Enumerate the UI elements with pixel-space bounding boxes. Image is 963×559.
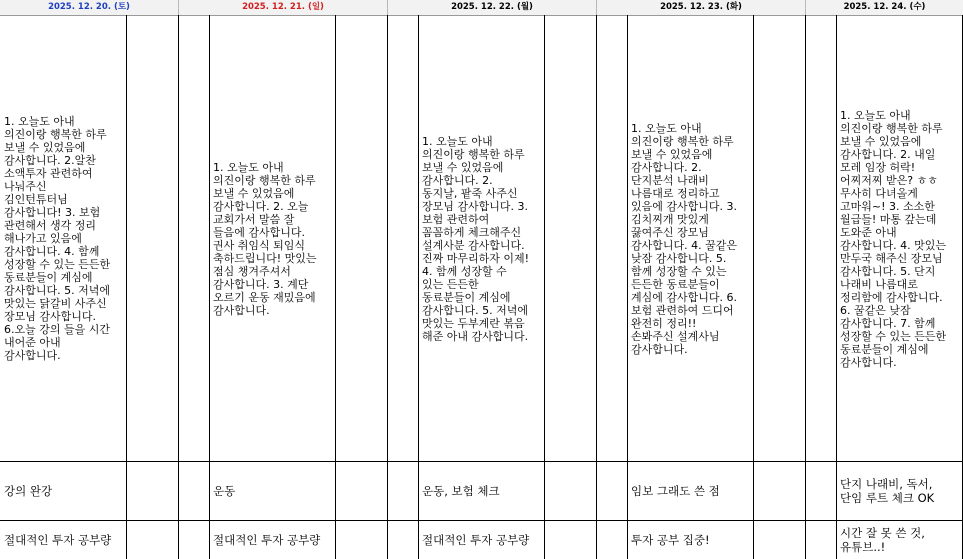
note-line: 의진이랑 행복한 하루 <box>213 173 316 187</box>
note-line: 김치찌개 맛있게 <box>631 212 709 226</box>
note-line: 보낼 수 있었음에 <box>840 134 922 148</box>
note-line: 보낼 수 있었음에 <box>213 186 295 200</box>
achievement-text: 단지 나래비, 독서, <box>840 477 933 491</box>
reflection-text: 투자 공부 집중! <box>631 533 710 547</box>
note-line: 교회가서 말씀 잘 <box>213 212 295 226</box>
achievement-cell-day-3[interactable] <box>422 462 544 520</box>
grid-line-vertical <box>544 15 545 559</box>
note-line: 어찌저찌 받은? ㅎㅎ <box>840 173 938 187</box>
date-header-2[interactable]: 2025. 12. 21. (일) <box>179 0 387 16</box>
note-line: 의진이랑 행복한 하루 <box>422 147 525 161</box>
note-line: 있는 든든한 <box>422 277 479 291</box>
note-line: 감사합니다. <box>4 349 61 362</box>
note-line: 든든한 동료분들이 <box>631 277 720 291</box>
note-line: 월급들! 마통 갚는데 <box>840 212 937 226</box>
note-line: 의진이랑 행복한 하루 <box>840 121 943 135</box>
grid-line-vertical <box>126 15 127 559</box>
note-line: 동료분들이 계심에 <box>840 342 929 356</box>
achievement-cell-day-4[interactable] <box>631 462 753 520</box>
note-line: 장모님 감사합니다. 3. <box>422 199 528 213</box>
gratitude-note-day-1[interactable] <box>4 16 126 461</box>
note-line: 만두국 해주신 장모님 <box>840 251 943 265</box>
note-line: 감사합니다. <box>213 303 270 317</box>
note-line: 김인턴튜터님 <box>4 193 68 206</box>
gratitude-note-day-3[interactable] <box>422 16 544 461</box>
grid-line-vertical <box>836 15 837 559</box>
note-line: 나눠주신 <box>4 180 47 193</box>
header-divider <box>387 0 388 15</box>
note-line: 손봐주신 설계사님 <box>631 329 720 343</box>
note-line: 감사합니다. 4. 꿀같은 <box>631 238 737 252</box>
grid-line-vertical <box>627 15 628 559</box>
achievement-cell-day-1[interactable] <box>4 462 126 520</box>
note-line: 축하드립니다! 맛있는 <box>213 251 317 265</box>
note-line: 의진이랑 행복한 하루 <box>631 134 734 148</box>
note-line: 감사합니다. <box>840 355 897 369</box>
reflection-cell-day-4[interactable] <box>631 521 753 559</box>
note-line: 오르기 운동 재밌음에 <box>213 290 316 304</box>
note-line: 관련해서 생각 정리 <box>4 219 97 232</box>
note-line: 1. 오늘도 아내 <box>213 160 284 174</box>
reflection-text: 절대적인 투자 공부량 <box>4 533 112 547</box>
note-line: 감사합니다. 2. <box>422 173 493 187</box>
gratitude-note-day-2[interactable] <box>213 16 335 461</box>
note-line: 4. 함께 성장할 수 <box>422 264 507 278</box>
note-line: 해나가고 있음에 <box>4 232 82 245</box>
note-line: 감사합니다. 7. 함께 <box>840 316 936 330</box>
note-line: 정리함에 감사합니다. <box>840 290 943 304</box>
header-divider <box>596 0 597 15</box>
note-line: 보험 관련하여 드디어 <box>631 303 734 317</box>
achievement-cell-day-5[interactable] <box>840 462 962 520</box>
note-line: 꼼꼼하게 체크해주신 <box>422 225 522 239</box>
note-line: 감사합니다. 2. <box>631 160 702 174</box>
achievement-cell-day-2[interactable] <box>213 462 335 520</box>
grid-line-vertical <box>209 15 210 559</box>
reflection-text: 유튜브..! <box>840 540 886 554</box>
note-line: 계심에 감사합니다. 6. <box>631 290 737 304</box>
note-line: 모레 임장 허락! <box>840 160 916 174</box>
note-line: 도와준 아내 <box>840 225 897 239</box>
note-line: 점심 챙겨주셔서 <box>213 264 291 278</box>
note-line: 감사합니다. 2. 오늘 <box>213 199 309 213</box>
achievement-text: 운동 <box>213 484 236 498</box>
note-line: 맛있는 닭갈비 사주신 <box>4 297 107 310</box>
note-line: 성장할 수 있는 든든한 <box>840 329 947 343</box>
note-line: 감사합니다. 4. 함께 <box>4 245 100 258</box>
gratitude-note-day-4[interactable] <box>631 16 753 461</box>
note-line: 함께 성장할 수 있는 <box>631 264 727 278</box>
reflection-cell-day-1[interactable] <box>4 521 126 559</box>
note-line: 감사합니다! 3. 보험 <box>4 206 101 219</box>
note-line: 6. 꿀같은 낮잠 <box>840 303 911 317</box>
note-line: 감사합니다. 5. 단지 <box>840 264 936 278</box>
grid-line-vertical <box>753 15 754 559</box>
note-line: 1. 오늘도 아내 <box>840 108 911 122</box>
header-divider <box>178 0 179 15</box>
note-line: 장모님 감사합니다. <box>4 310 97 323</box>
note-line: 감사합니다. 5. 저녁에 <box>422 303 528 317</box>
grid-line-vertical <box>178 15 179 559</box>
date-header-3[interactable]: 2025. 12. 22. (월) <box>388 0 596 16</box>
note-line: 성장할 수 있는 든든한 <box>4 258 111 271</box>
note-line: 설계사분 감사합니다. <box>422 238 525 252</box>
achievement-text: 단임 루트 체크 OK <box>840 491 935 505</box>
note-line: 동료분들이 계심에 <box>422 290 511 304</box>
note-line: 나래비 나름대로 <box>840 277 918 291</box>
note-line: 6.오늘 강의 들을 시간 <box>4 323 110 336</box>
date-header-1[interactable]: 2025. 12. 20. (토) <box>0 0 178 16</box>
note-line: 들음에 감사합니다. <box>213 225 306 239</box>
grid-line-vertical <box>596 15 597 559</box>
grid-line-vertical <box>335 15 336 559</box>
note-line: 의진이랑 행복한 하루 <box>4 128 107 141</box>
note-line: 보낼 수 있었음에 <box>422 160 504 174</box>
note-line: 진짜 마무리하자 이제! <box>422 251 530 265</box>
reflection-cell-day-5[interactable] <box>840 521 962 559</box>
note-line: 보험 관련하여 <box>422 212 490 226</box>
note-line: 무사히 다녀올게 <box>840 186 918 200</box>
note-line: 끓여주신 장모님 <box>631 225 709 239</box>
note-line: 고마워~! 3. 소소한 <box>840 199 935 213</box>
reflection-text: 절대적인 투자 공부량 <box>213 533 321 547</box>
note-line: 감사합니다. <box>631 342 688 356</box>
reflection-cell-day-3[interactable] <box>422 521 544 559</box>
grid-line-vertical <box>387 15 388 559</box>
grid-line-vertical <box>418 15 419 559</box>
gratitude-note-day-5[interactable] <box>840 16 962 461</box>
note-line: 보낼 수 있었음에 <box>631 147 713 161</box>
achievement-text: 강의 완강 <box>4 484 53 498</box>
note-line: 감사합니다. 2. 내일 <box>840 147 936 161</box>
note-line: 낮잠 감사합니다. 5. <box>631 251 727 265</box>
note-line: 동료분들이 계심에 <box>4 271 93 284</box>
note-line: 1. 오늘도 아내 <box>4 115 75 128</box>
note-line: 나름대로 정리하고 <box>631 186 720 200</box>
note-line: 권사 취임식 퇴임식 <box>213 238 306 252</box>
note-line: 단지분석 나래비 <box>631 173 709 187</box>
note-line: 1. 오늘도 아내 <box>422 134 493 148</box>
date-header-5[interactable]: 2025. 12. 24. (수) <box>806 0 963 16</box>
achievement-text: 운동, 보험 체크 <box>422 484 500 498</box>
date-header-4[interactable]: 2025. 12. 23. (화) <box>597 0 805 16</box>
grid-line-vertical <box>805 15 806 559</box>
note-line: 내어준 아내 <box>4 336 61 349</box>
note-line: 맛있는 두부계란 볶음 <box>422 316 525 330</box>
note-line: 1. 오늘도 아내 <box>631 121 702 135</box>
note-line: 해준 아내 감사합니다. <box>422 329 529 343</box>
note-line: 동지날, 팥죽 사주신 <box>422 186 518 200</box>
note-line: 보낼 수 있었음에 <box>4 141 86 154</box>
note-line: 감사합니다. 3. 계단 <box>213 277 309 291</box>
note-line: 감사합니다. 4. 맛있는 <box>840 238 946 252</box>
note-line: 소액투자 관련하여 <box>4 167 93 180</box>
note-line: 감사합니다. 2.알찬 <box>4 154 96 167</box>
reflection-text: 시간 잘 못 쓴 것, <box>840 526 925 540</box>
reflection-cell-day-2[interactable] <box>213 521 335 559</box>
note-line: 완전히 정리!! <box>631 316 697 330</box>
achievement-text: 임보 그래도 쓴 점 <box>631 484 720 498</box>
header-divider <box>805 0 806 15</box>
reflection-text: 절대적인 투자 공부량 <box>422 533 530 547</box>
note-line: 있음에 감사합니다. 3. <box>631 199 737 213</box>
note-line: 감사합니다. 5. 저녁에 <box>4 284 110 297</box>
